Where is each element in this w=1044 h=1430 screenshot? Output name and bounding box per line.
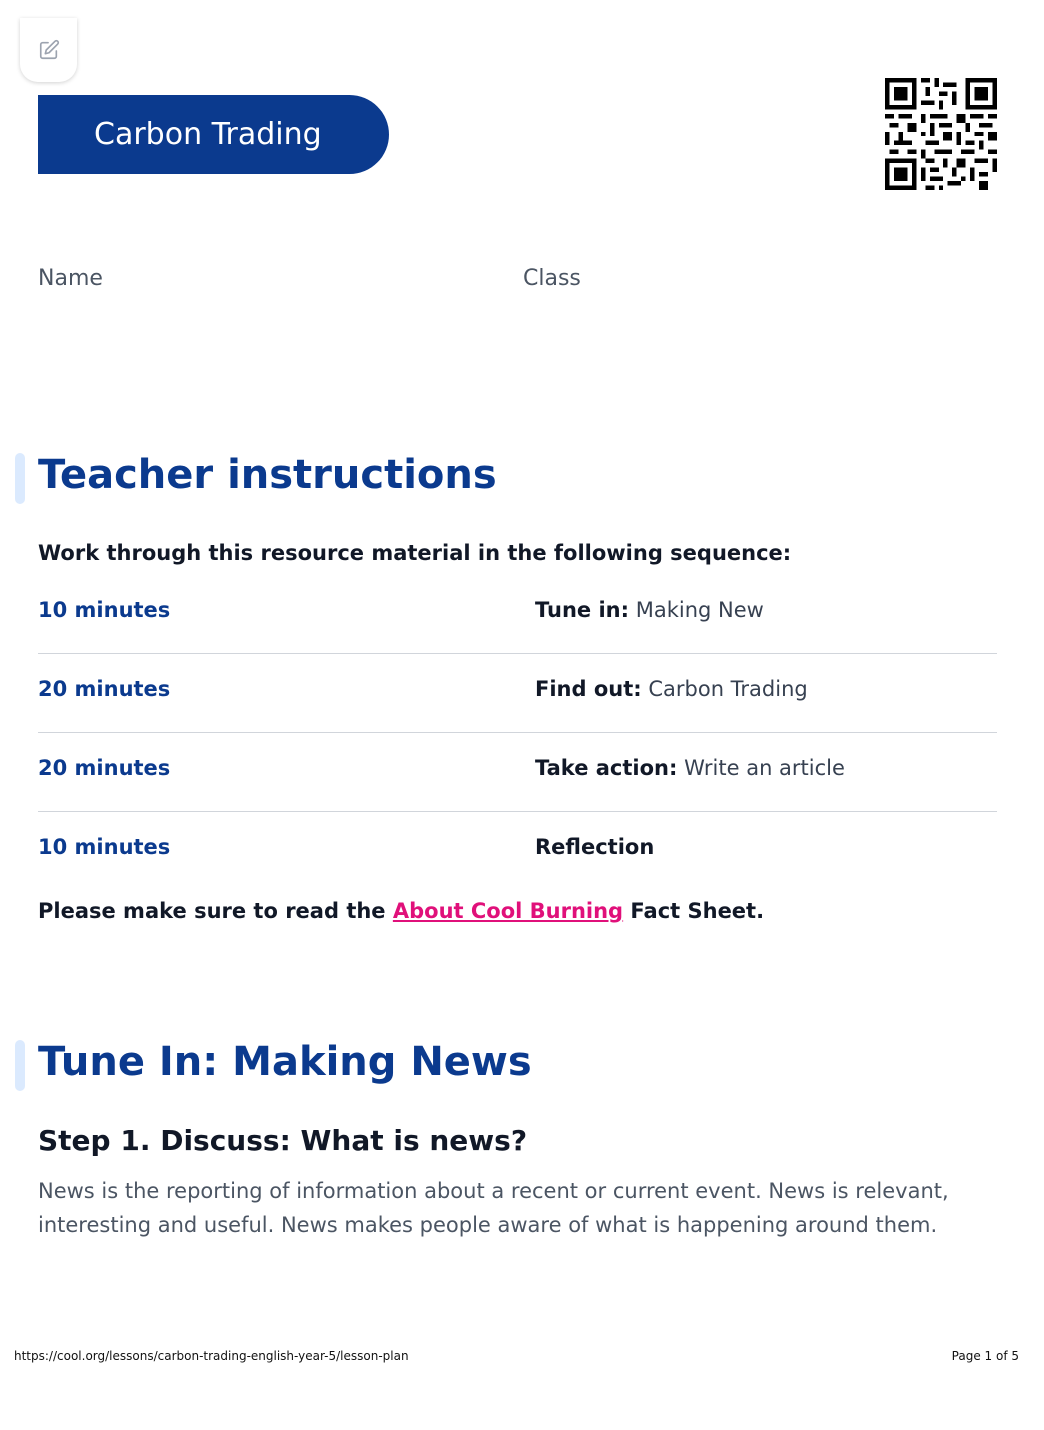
section-accent-bar (15, 453, 25, 504)
sequence-row (38, 812, 997, 891)
sequence-time: 10 minutes (38, 835, 171, 859)
lesson-title-banner (38, 95, 389, 174)
sequence-row (38, 575, 997, 654)
sequence-time: 20 minutes (38, 756, 171, 780)
page-number: Page 1 of 5 (951, 1349, 1019, 1363)
sequence-intro: Work through this resource material in the following sequence: (38, 541, 792, 565)
class-field-label: Class (523, 266, 581, 291)
lesson-title: Carbon Trading (94, 117, 322, 152)
sequence-task: Reflection (535, 835, 655, 859)
sequence-time: 20 minutes (38, 677, 171, 701)
qr-code-icon (885, 78, 997, 190)
teacher-instructions-heading: Teacher instructions (38, 452, 497, 498)
tune-in-heading: Tune In: Making News (38, 1039, 532, 1085)
sequence-row (38, 654, 997, 733)
sequence-time: 10 minutes (38, 598, 171, 622)
fact-sheet-note: Please make sure to read the About Cool Burning Fact Sheet. (38, 899, 765, 923)
name-field-label: Name (38, 266, 103, 291)
footer-url: https://cool.org/lessons/carbon-trading-english-year-5/lesson-plan (14, 1349, 409, 1363)
step-1-heading: Step 1. Discuss: What is news? (38, 1124, 528, 1157)
step-1-paragraph: News is the reporting of information about a recent or current event. News is relevant, interesting and useful. News makes people aware of what is happening around them. (38, 1179, 949, 1237)
edit-button[interactable] (20, 18, 77, 82)
sequence-row (38, 733, 997, 812)
section-accent-bar (15, 1040, 25, 1091)
sequence-task: Find out: Carbon Trading (535, 677, 808, 701)
about-cool-burning-link[interactable]: About Cool Burning (392, 899, 624, 923)
sequence-task: Take action: Write an article (535, 756, 845, 780)
sequence-task: Tune in: Making New (535, 598, 764, 622)
pencil-square-icon (38, 39, 60, 61)
